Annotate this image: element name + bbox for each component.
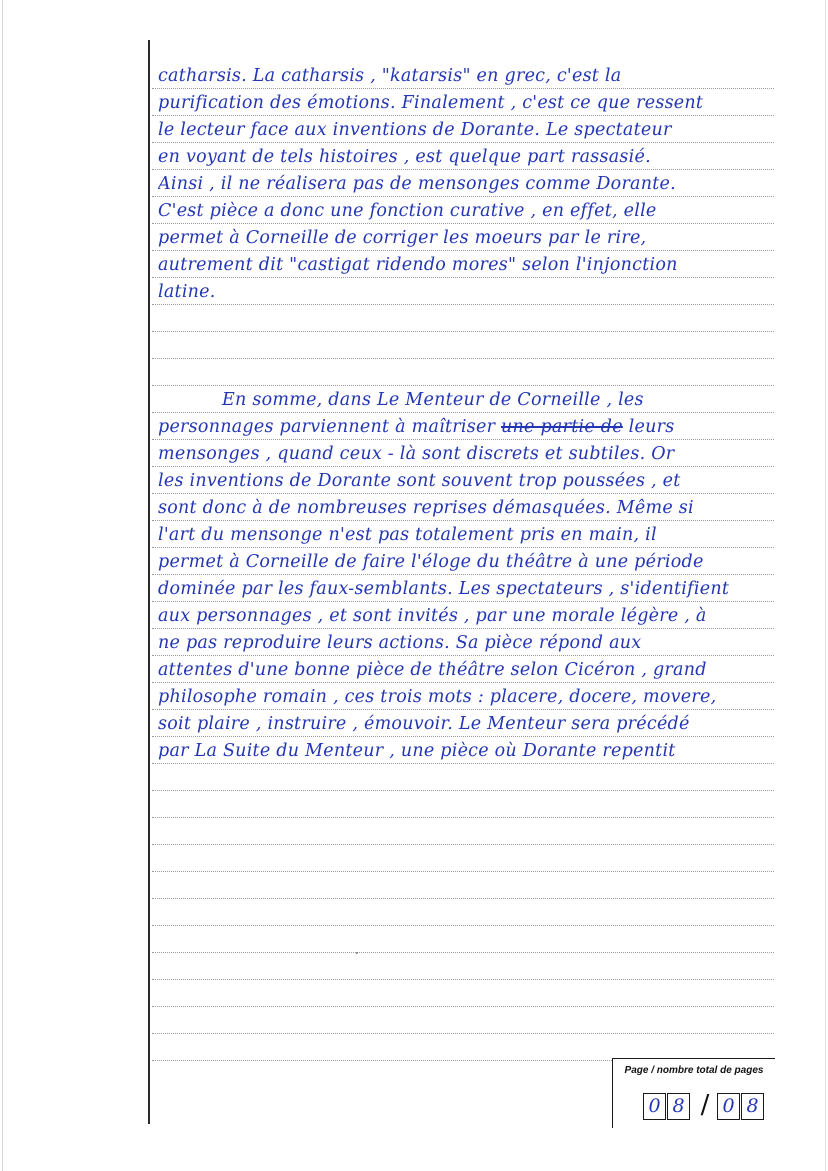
ruled-line bbox=[152, 628, 774, 629]
ruled-line bbox=[152, 763, 774, 764]
ruled-line bbox=[152, 682, 774, 683]
scan-edge bbox=[2, 0, 3, 1171]
margin-line bbox=[148, 40, 150, 1124]
book-title: Le Menteur bbox=[458, 714, 566, 734]
page-number-label: Page / nombre total de pages bbox=[624, 1065, 764, 1076]
text-line: dominée par les faux-semblants. Les spectateurs , s'identifient bbox=[158, 579, 730, 599]
ruled-line bbox=[152, 844, 774, 845]
ruled-line bbox=[152, 169, 774, 170]
ruled-line bbox=[152, 1033, 774, 1034]
page-number-box bbox=[612, 1058, 775, 1128]
ruled-line bbox=[152, 358, 774, 359]
ruled-line bbox=[152, 439, 774, 440]
text-line: permet à Corneille de faire l'éloge du théâtre à une période bbox=[158, 552, 704, 572]
text-line: attentes d'une bonne pièce de théâtre selon Cicéron , grand bbox=[158, 660, 707, 680]
text-line: C'est pièce a donc une fonction curative , en effet, elle bbox=[158, 201, 657, 221]
text-line: aux personnages , et sont invités , par une morale légère , à bbox=[158, 606, 707, 626]
ruled-line bbox=[152, 979, 774, 980]
text-fragment: leurs bbox=[622, 417, 675, 437]
text-fragment: sera précédé bbox=[565, 714, 690, 734]
text-fragment: , une pièce où Dorante repentit bbox=[383, 741, 676, 761]
text-line bbox=[158, 417, 774, 437]
ruled-line bbox=[152, 196, 774, 197]
scan-edge bbox=[825, 0, 826, 1171]
total-pages-digit: 0 bbox=[717, 1093, 740, 1120]
text-line: permet à Corneille de corriger les moeurs par le rire, bbox=[158, 228, 647, 248]
text-line: le lecteur face aux inventions de Dorante. Le spectateur bbox=[158, 120, 672, 140]
text-fragment: personnages parviennent à maîtriser bbox=[158, 417, 502, 437]
page-separator: / bbox=[700, 1090, 710, 1120]
text-line: catharsis. La catharsis , "katarsis" en grec, c'est la bbox=[158, 66, 622, 86]
text-line: sont donc à de nombreuses reprises démasquées. Même si bbox=[158, 498, 694, 518]
book-title: Le Menteur bbox=[377, 390, 484, 410]
ruled-line bbox=[152, 898, 774, 899]
ruled-line bbox=[152, 1006, 774, 1007]
ruled-line bbox=[152, 952, 774, 953]
ruled-line bbox=[152, 142, 774, 143]
paper-speck bbox=[356, 952, 358, 954]
current-page-digit: 0 bbox=[643, 1093, 666, 1120]
text-line: latine. bbox=[158, 282, 216, 302]
text-fragment: par bbox=[158, 741, 195, 761]
ruled-line bbox=[152, 115, 774, 116]
text-fragment: En somme, dans bbox=[222, 390, 377, 410]
ruled-line bbox=[152, 385, 774, 386]
text-line: purification des émotions. Finalement , c'est ce que ressent bbox=[158, 93, 704, 113]
ruled-line bbox=[152, 655, 774, 656]
book-title: La Suite du Menteur bbox=[194, 741, 384, 761]
text-line bbox=[158, 741, 774, 761]
ruled-line bbox=[152, 790, 774, 791]
ruled-line bbox=[152, 493, 774, 494]
ruled-line bbox=[152, 331, 774, 332]
struck-text: une partie de bbox=[501, 417, 623, 437]
text-line: en voyant de tels histoires , est quelque part rassasié. bbox=[158, 147, 651, 167]
text-line bbox=[158, 390, 774, 410]
ruled-line bbox=[152, 547, 774, 548]
current-page-digit: 8 bbox=[667, 1093, 690, 1120]
ruled-line bbox=[152, 817, 774, 818]
ruled-line bbox=[152, 709, 774, 710]
ruled-line bbox=[152, 466, 774, 467]
text-line bbox=[158, 714, 774, 734]
text-line: Ainsi , il ne réalisera pas de mensonges comme Dorante. bbox=[158, 174, 676, 194]
ruled-line bbox=[152, 925, 774, 926]
text-line: philosophe romain , ces trois mots : placere, docere, movere, bbox=[158, 687, 717, 707]
ruled-line bbox=[152, 736, 774, 737]
text-line: autrement dit "castigat ridendo mores" selon l'injonction bbox=[158, 255, 678, 275]
text-line: mensonges , quand ceux - là sont discrets et subtiles. Or bbox=[158, 444, 675, 464]
ruled-line bbox=[152, 304, 774, 305]
ruled-line bbox=[152, 223, 774, 224]
text-line: l'art du mensonge n'est pas totalement pris en main, il bbox=[158, 525, 657, 545]
ruled-line bbox=[152, 520, 774, 521]
text-fragment: de Corneille , les bbox=[483, 390, 644, 410]
ruled-line bbox=[152, 601, 774, 602]
text-fragment: soit plaire , instruire , émouvoir. bbox=[158, 714, 459, 734]
ruled-line bbox=[152, 871, 774, 872]
ruled-line bbox=[152, 412, 774, 413]
total-pages-digit: 8 bbox=[741, 1093, 764, 1120]
ruled-line bbox=[152, 277, 774, 278]
text-line: les inventions de Dorante sont souvent trop poussées , et bbox=[158, 471, 681, 491]
ruled-line bbox=[152, 88, 774, 89]
text-line: ne pas reproduire leurs actions. Sa pièce répond aux bbox=[158, 633, 642, 653]
ruled-line bbox=[152, 574, 774, 575]
ruled-line bbox=[152, 250, 774, 251]
